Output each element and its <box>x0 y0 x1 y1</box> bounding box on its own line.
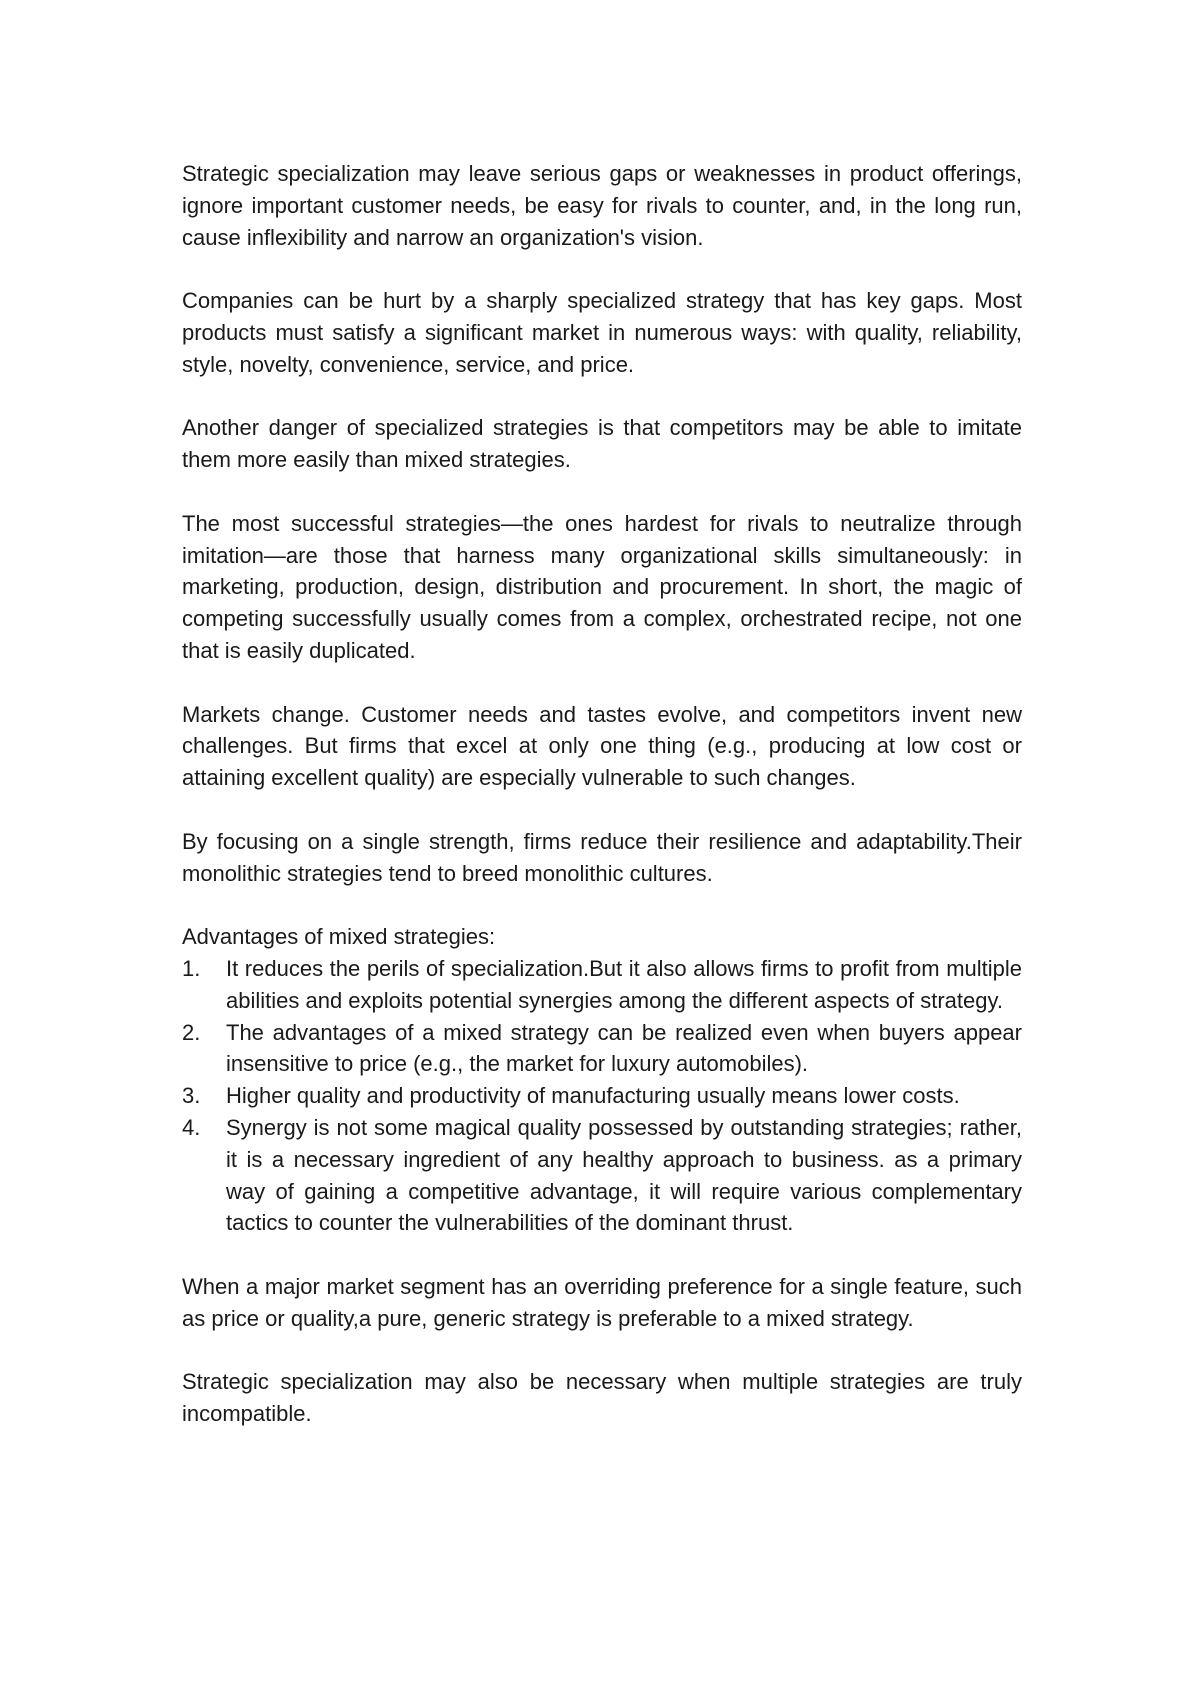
paragraph-markets-change: Markets change. Customer needs and tastes evolve, and competitors invent new challenges. But firms that excel at only one thing (e.g., producing at low cost or attaining excellent quality) are especially vulnerable to such changes. <box>182 701 1022 791</box>
list-heading: Advantages of mixed strategies: <box>182 924 496 950</box>
list-item <box>182 1017 1022 1081</box>
paragraph-single-strength: By focusing on a single strength, firms reduce their resilience and adaptability.Their monolithic strategies tend to breed monolithic cultures. <box>182 828 1022 886</box>
list-item-number: 1. <box>182 955 201 981</box>
advantages-list <box>182 953 1022 1239</box>
paragraph-pure-strategy: When a major market segment has an overriding preference for a single feature, such as price or quality,a pure, generic strategy is preferable to a mixed strategy. <box>182 1273 1022 1331</box>
list-item <box>182 953 1022 1017</box>
list-item-text: Higher quality and productivity of manufacturing usually means lower costs. <box>226 1083 960 1109</box>
paragraph-successful-strategies: The most successful strategies—the ones hardest for rivals to neutralize through imitation—are those that harness many organizational skills simultaneously: in marketing, production, design, distribution and procurement. In short, the magic of competing successfully usually comes from a complex, orchestrated recipe, not one that is easily duplicated. <box>182 510 1022 663</box>
list-item <box>182 1080 1022 1112</box>
list-item-number: 4. <box>182 1114 201 1140</box>
paragraph-key-gaps: Companies can be hurt by a sharply specialized strategy that has key gaps. Most products must satisfy a significant market in numerous ways: with quality, reliability, style, novelty, convenience, service, and price. <box>182 288 1022 377</box>
list-item-text: It reduces the perils of specialization.But it also allows firms to profit from multiple abilities and exploits potential synergies among the different aspects of strategy. <box>226 955 1022 1013</box>
list-item-number: 3. <box>182 1083 201 1109</box>
list-item-text: Synergy is not some magical quality possessed by outstanding strategies; rather, it is a necessary ingredient of any healthy approach to business. as a primary way of gaining a competitive advantage, it will require various complementary tactics to counter the vulnerabilities of the dominant thrust. <box>226 1114 1022 1236</box>
paragraph-imitation-danger: Another danger of specialized strategies is that competitors may be able to imitate them more easily than mixed strategies. <box>182 415 1022 473</box>
list-item <box>182 1112 1022 1239</box>
paragraph-incompatible-strategies: Strategic specialization may also be necessary when multiple strategies are truly incompatible. <box>182 1369 1022 1427</box>
list-item-number: 2. <box>182 1019 201 1045</box>
document-body <box>182 158 1022 1430</box>
paragraph-specialization-gaps: Strategic specialization may leave serious gaps or weaknesses in product offerings, ignore important customer needs, be easy for rivals to counter, and, in the long run, cause inflexibility and narrow an organization's vision. <box>182 161 1022 250</box>
list-item-text: The advantages of a mixed strategy can be realized even when buyers appear insensitive to price (e.g., the market for luxury automobiles). <box>226 1019 1022 1077</box>
